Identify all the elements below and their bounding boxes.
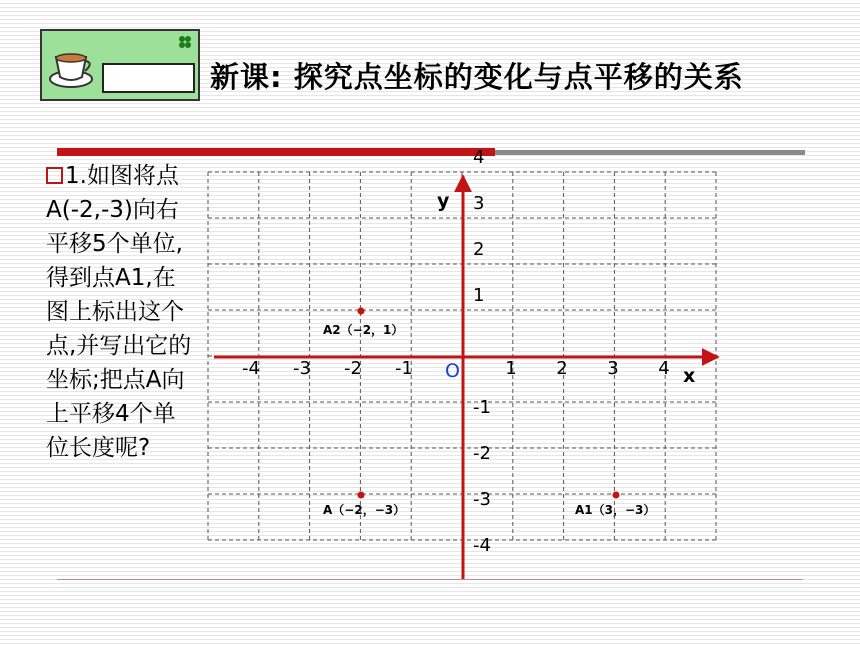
x-tick-label: 3 bbox=[607, 358, 619, 379]
x-tick-label: 2 bbox=[556, 358, 568, 379]
point-label: A1（3，−3） bbox=[575, 503, 656, 517]
point-marker bbox=[613, 492, 620, 499]
x-tick-label: 4 bbox=[658, 358, 670, 379]
page-title: 新课: 探究点坐标的变化与点平移的关系 bbox=[210, 60, 744, 94]
point-label: A2（−2，1） bbox=[323, 323, 404, 337]
y-tick-label: -3 bbox=[473, 489, 491, 510]
y-tick-label: -4 bbox=[473, 535, 491, 556]
x-tick-label: 1 bbox=[505, 358, 517, 379]
origin-label: O bbox=[445, 360, 460, 382]
x-tick-label: -1 bbox=[395, 358, 413, 379]
y-tick-label: 1 bbox=[473, 285, 485, 306]
problem-text: 1.如图将点A(-2,-3)向右平移5个单位,得到点A1,在图上标出这个点,并写出它的坐标;把点A向上平移4个单位长度呢? bbox=[46, 163, 192, 461]
x-tick-label: -3 bbox=[293, 358, 311, 379]
y-tick-label: -1 bbox=[473, 397, 491, 418]
y-tick-label: 3 bbox=[473, 193, 485, 214]
point-label: A（−2，−3） bbox=[323, 503, 406, 517]
point-marker bbox=[358, 308, 365, 315]
x-tick-label: -4 bbox=[242, 358, 260, 379]
x-tick-label: -2 bbox=[344, 358, 362, 379]
y-tick-label: 4 bbox=[473, 147, 485, 168]
point-marker bbox=[358, 492, 365, 499]
y-tick-label: 2 bbox=[473, 239, 485, 260]
bottom-divider bbox=[57, 579, 803, 580]
x-axis-label: x bbox=[683, 365, 696, 387]
y-axis-label: y bbox=[437, 190, 450, 212]
y-tick-label: -2 bbox=[473, 443, 491, 464]
